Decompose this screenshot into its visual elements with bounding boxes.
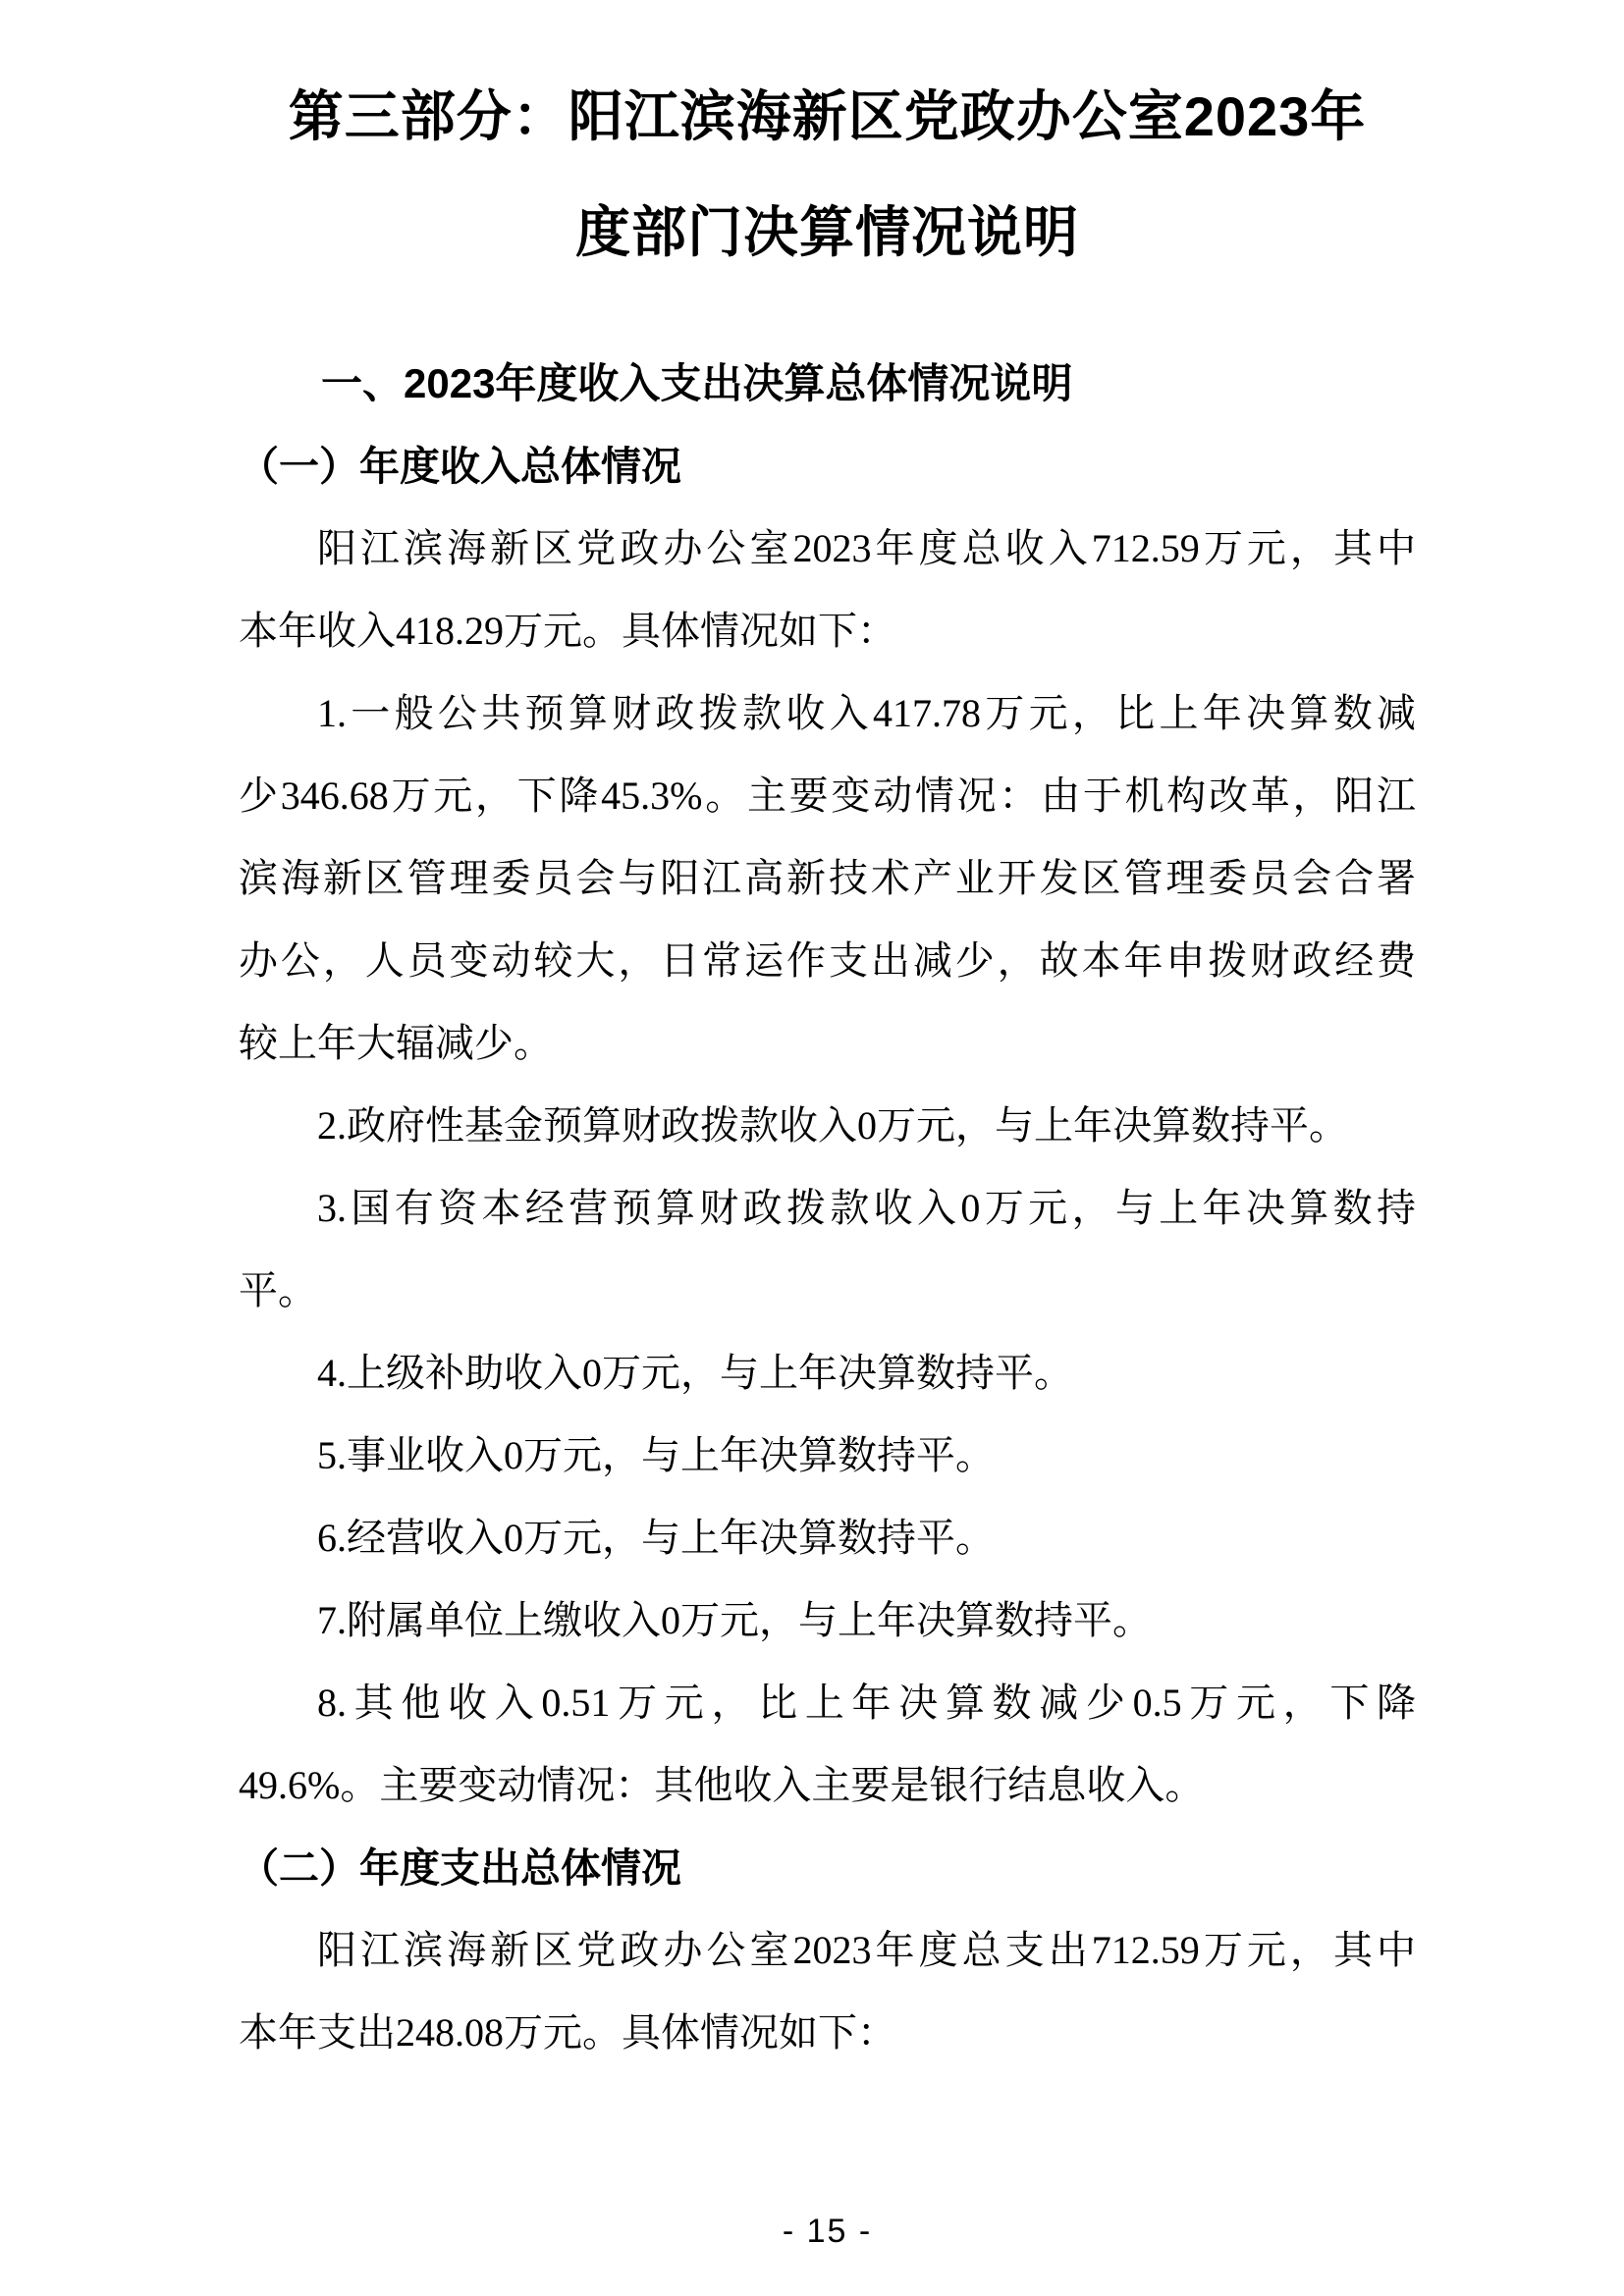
document-title-line-2: 度部门决算情况说明 — [575, 201, 1079, 263]
paragraph — [239, 1497, 1416, 1579]
sub-section-heading: （二）年度支出总体情况 — [239, 1845, 681, 1891]
document-title — [239, 59, 1416, 291]
body-line: 平。 — [239, 1268, 317, 1312]
body-line: 较上年大辐减少。 — [239, 1021, 553, 1065]
body-line: 阳江滨海新区党政办公室2023年度总收入712.59万元，其中 — [317, 526, 1416, 570]
body-line: 6.经营收入0万元，与上年决算数持平。 — [317, 1516, 995, 1560]
paragraph — [239, 1085, 1416, 1167]
body-line: 2.政府性基金预算财政拨款收入0万元，与上年决算数持平。 — [317, 1103, 1348, 1148]
paragraph — [239, 1662, 1416, 1827]
section-heading: 一、2023年度收入支出决算总体情况说明 — [321, 360, 1073, 406]
paragraph — [239, 1909, 1416, 2074]
body-line: 1.一般公共预算财政拨款收入417.78万元，比上年决算数减 — [317, 691, 1416, 735]
paragraph — [239, 507, 1416, 672]
document-title-line-1: 第三部分：阳江滨海新区党政办公室2023年 — [288, 85, 1367, 147]
body-line: 4.上级补助收入0万元，与上年决算数持平。 — [317, 1351, 1073, 1395]
body-line: 5.事业收入0万元，与上年决算数持平。 — [317, 1433, 995, 1477]
body-line: 滨海新区管理委员会与阳江高新技术产业开发区管理委员会合署 — [239, 856, 1416, 900]
body-line: 少346.68万元，下降45.3%。主要变动情况：由于机构改革，阳江 — [239, 774, 1416, 818]
body-line: 49.6%。主要变动情况：其他收入主要是银行结息收入。 — [239, 1763, 1205, 1807]
paragraph — [239, 1332, 1416, 1415]
paragraph — [239, 672, 1416, 1085]
body-line: 7.附属单位上缴收入0万元，与上年决算数持平。 — [317, 1598, 1152, 1642]
page-number: - 15 - — [782, 2213, 873, 2250]
paragraph — [239, 1167, 1416, 1332]
body-line: 办公，人员变动较大，日常运作支出减少，故本年申拨财政经费 — [239, 938, 1416, 983]
body-line: 8.其他收入0.51万元，比上年决算数减少0.5万元，下降 — [317, 1681, 1416, 1725]
sub-section-heading: （一）年度收入总体情况 — [239, 444, 681, 489]
body-line: 3.国有资本经营预算财政拨款收入0万元，与上年决算数持 — [317, 1186, 1416, 1230]
body-line: 阳江滨海新区党政办公室2023年度总支出712.59万元，其中 — [317, 1928, 1416, 1972]
paragraph — [239, 1415, 1416, 1497]
paragraph — [239, 1579, 1416, 1662]
body-line: 本年支出248.08万元。具体情况如下： — [239, 2010, 896, 2055]
document-body — [239, 343, 1416, 2074]
body-line: 本年收入418.29万元。具体情况如下： — [239, 609, 896, 653]
